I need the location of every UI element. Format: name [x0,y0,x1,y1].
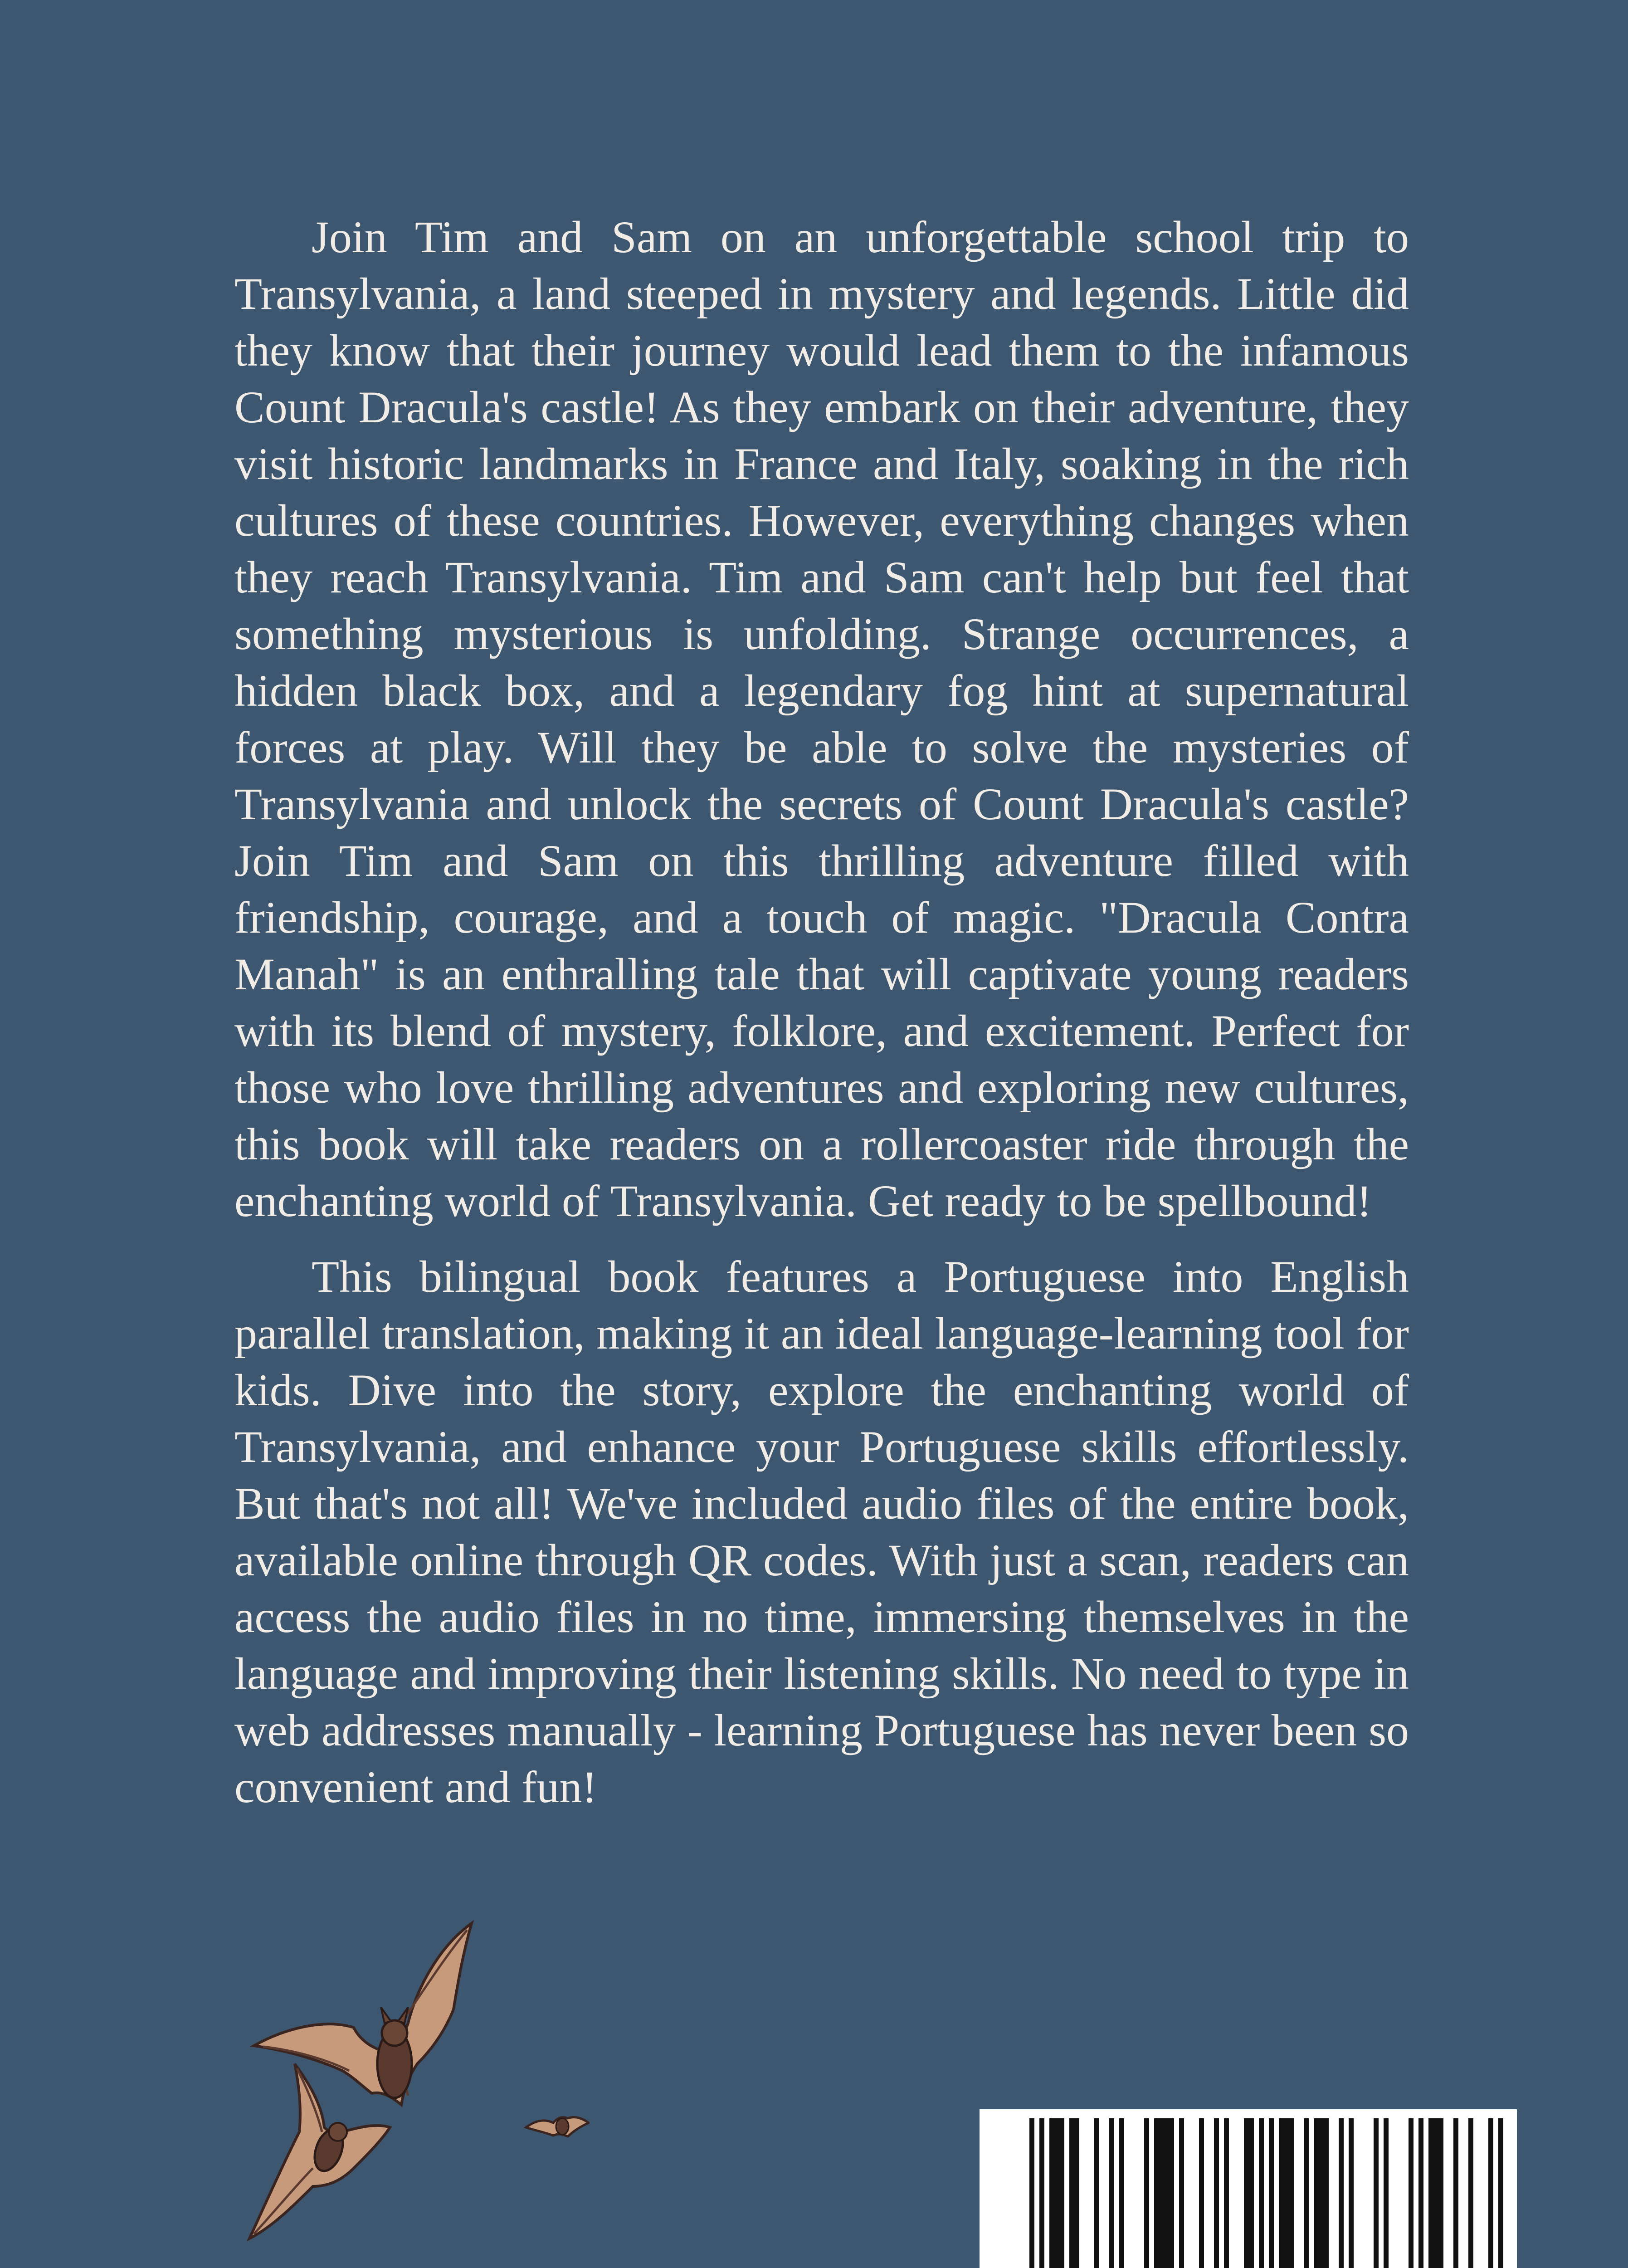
barcode-bar [1453,2118,1458,2268]
barcode-bar [1214,2118,1219,2268]
barcode-bar [1284,2118,1289,2268]
barcode-bar [1289,2118,1294,2268]
barcode-bar [1269,2118,1274,2268]
barcode-bar [1169,2118,1174,2268]
barcode-bar [1319,2118,1324,2268]
barcode-bar [1059,2118,1064,2268]
barcode-bar [1244,2118,1249,2268]
barcode-bar [1109,2118,1114,2268]
barcode-bar [1049,2118,1054,2268]
blurb-paragraph-2: This bilingual book features a Portuguese into English parallel translation, making it an ideal language-learning tool for kids. Dive into the story, explore the enchanting world of Transylvania, and enhance your Portuguese skills effortlessly. But that's not all! We've included audio files of the entire book, available online through QR codes. With just a scan, readers can access the audio files in no time, immersing themselves in the language and improving their listening skills. No need to type in web addresses manually - learning Portuguese has never been so convenient and fun! [234,1251,1409,1812]
barcode-bar [1054,2118,1059,2268]
barcode-bar [1488,2118,1493,2268]
barcode-bar [1094,2118,1099,2268]
barcode-bar [1249,2118,1254,2268]
barcode-bar [1314,2118,1319,2268]
barcode-bar [1438,2118,1443,2268]
small-bat-icon [526,2117,589,2136]
barcode-bar [1468,2118,1473,2268]
barcode-bars [980,2109,1517,2268]
barcode-bar [1069,2118,1074,2268]
barcode-bar [1349,2118,1354,2268]
barcode-bar [1159,2118,1164,2268]
barcode-bar [1029,2118,1034,2268]
barcode-bar [1154,2118,1159,2268]
barcode-bar [1199,2118,1204,2268]
barcode-bar [1428,2118,1433,2268]
barcode-bar [1304,2118,1309,2268]
back-cover-blurb [234,209,1409,1834]
barcode-bar [1039,2118,1044,2268]
barcode-bar [1498,2118,1503,2268]
barcode-bar [1433,2118,1438,2268]
barcode-bar [1164,2118,1169,2268]
barcode-bar [1374,2118,1379,2268]
barcode-bar [1119,2118,1124,2268]
barcode-bar [1279,2118,1284,2268]
blurb-paragraph-1: Join Tim and Sam on an unforgettable school trip to Transylvania, a land steeped in mystery and legends. Little did they know that their journey would lead them to the infamous Count Dracula's castle! As they embark on their adventure, they visit historic landmarks in France and Italy, soaking in the rich cultures of these countries. However, everything changes when they reach Transylvania. Tim and Sam can't help but feel that something mysterious is unfolding. Strange occurrences, a hidden black box, and a legendary fog hint at supernatural forces at play. Will they be able to solve the mysteries of Transylvania and unlock the secrets of Count Dracula's castle? Join Tim and Sam on this thrilling adventure filled with friendship, courage, and a touch of magic. "Dracula Contra Manah" is an enthralling tale that will captivate young readers with its blend of mystery, folklore, and excitement. Perfect for those who love thrilling adventures and exploring new cultures, this book will take readers on a rollercoaster ride through the enchanting world of Transylvania. Get ready to be spellbound! [234,212,1409,1226]
barcode-bar [1409,2118,1414,2268]
barcode-bar [1259,2118,1264,2268]
large-bat-icon [254,1923,472,2105]
barcode-bar [1339,2118,1344,2268]
barcode-bar [1074,2118,1079,2268]
barcode-bar [1324,2118,1329,2268]
barcode-bar [1224,2118,1229,2268]
barcode-bar [1418,2118,1423,2268]
isbn-barcode [980,2109,1517,2268]
barcode-bar [1384,2118,1389,2268]
barcode-bar [1179,2118,1184,2268]
bats-illustration-icon [245,1914,590,2250]
barcode-bar [1144,2118,1149,2268]
